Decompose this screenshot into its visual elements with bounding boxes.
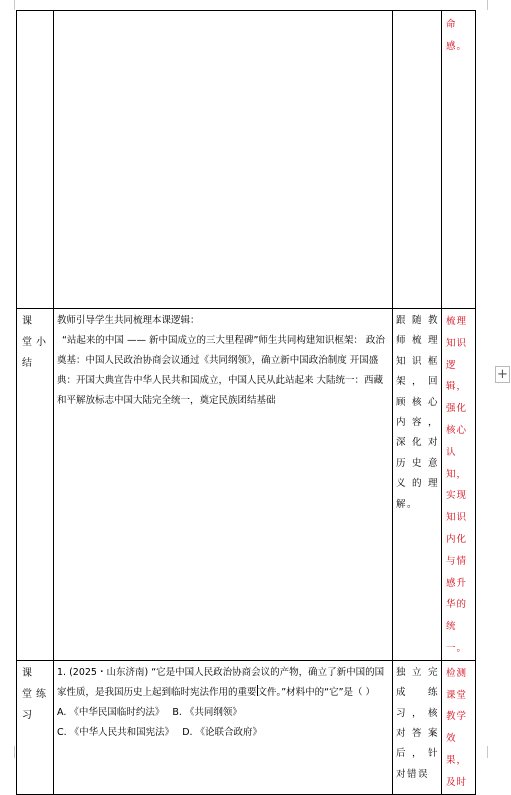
option-b: B. 《共同纲领》 xyxy=(172,706,242,718)
teacher-activity-cell[interactable] xyxy=(54,11,393,309)
stage-cell[interactable] xyxy=(17,660,54,794)
student-activity-text: 独立完成练习，核对答案后，针对错误 xyxy=(396,666,439,780)
purpose-cell[interactable] xyxy=(442,660,476,794)
summary-framework-text: “站起来的中国 —— 新中国成立的三大里程碑”师生共同构建知识框架： 政治奠基：中国人民政治协商会议通过《共同纲领》，确立新中国政治制度 开国盛典：开国大典宣告中华人民共和国成立，中国人民从此站起来 大陆统一：西藏和平解放标志中国大陆完全统一，奠定民族团结基础 xyxy=(57,335,385,406)
practice-options-ab xyxy=(57,703,388,723)
purpose-text: 命感。 xyxy=(446,19,468,52)
lesson-plan-table xyxy=(16,10,476,795)
purpose-text: 梳理知识逻辑，强化核心认知，实现知识内化与情感升华的统一。 xyxy=(446,316,468,654)
student-activity-text: 跟随教师梳理知识框架，回顾核心内容，深化对历史意义的理解。 xyxy=(396,315,439,510)
option-c: C. 《中华人民共和国宪法》 xyxy=(57,726,175,738)
purpose-cell[interactable] xyxy=(442,309,476,661)
stage-cell[interactable] xyxy=(17,309,54,661)
summary-intro-text: 教师引导学生共同梳理本课逻辑： xyxy=(57,315,200,326)
practice-options-cd xyxy=(57,723,388,743)
stage-label: 课 堂练习 xyxy=(22,667,50,721)
option-a: A. 《中华民国临时约法》 xyxy=(57,706,165,718)
stage-cell[interactable] xyxy=(17,11,54,309)
option-d: D. 《论联合政府》 xyxy=(182,726,263,738)
student-activity-cell[interactable] xyxy=(393,309,442,661)
student-activity-cell[interactable] xyxy=(393,660,442,794)
page-corner-mark-bottom-right xyxy=(487,746,488,758)
student-activity-cell[interactable] xyxy=(393,11,442,309)
table-row-summary xyxy=(17,309,476,661)
practice-question-text xyxy=(57,663,388,703)
teacher-activity-cell[interactable] xyxy=(54,660,393,794)
add-row-button[interactable]: + xyxy=(495,366,510,383)
page-corner-mark-bottom-left xyxy=(14,746,15,758)
purpose-text: 检测课堂教学效果，及时 xyxy=(446,667,468,788)
teacher-activity-cell[interactable] xyxy=(54,309,393,661)
question-text-part-1: 1. (2025・山东济南) “它是中国人民政治协商会议的产物，确立了新中国的国家性质，是我国历史上起到临时宪法作用的重要 xyxy=(57,666,385,698)
stage-label: 课 堂小结 xyxy=(22,316,50,369)
table-row-practice xyxy=(17,660,476,794)
page-corner-mark-top-right xyxy=(487,0,488,10)
page-corner-mark-top-left xyxy=(14,0,15,10)
table-row-previous xyxy=(17,11,476,309)
purpose-cell[interactable] xyxy=(442,11,476,309)
question-text-part-2: 文件。”材料中的“它”是（ ） xyxy=(257,686,376,698)
